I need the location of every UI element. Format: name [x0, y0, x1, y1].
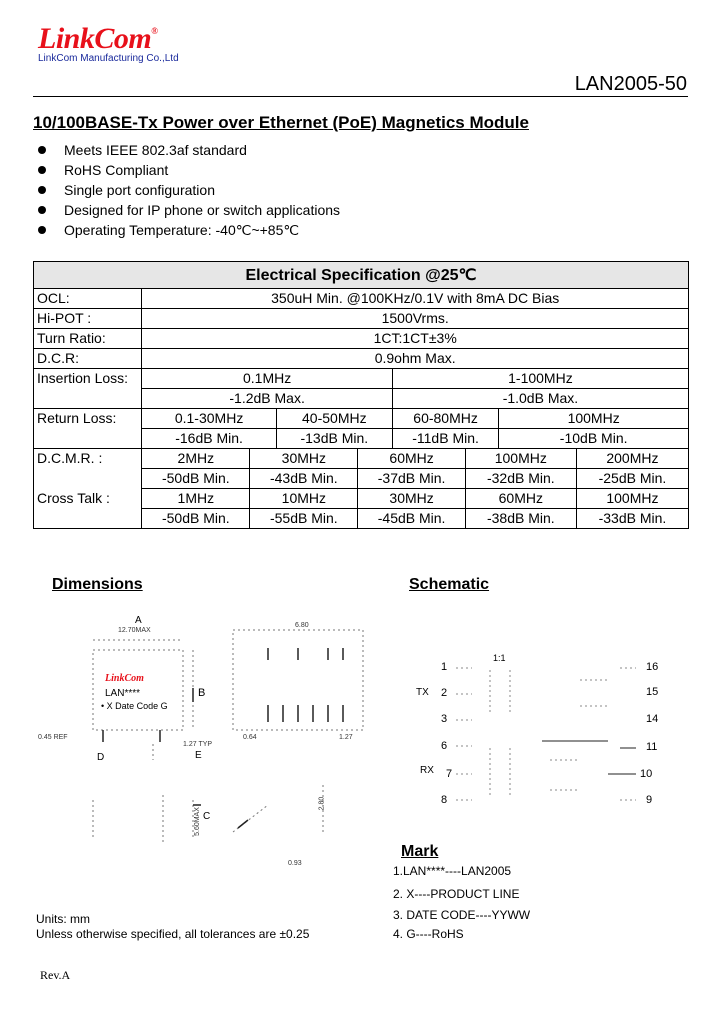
header-divider: [33, 96, 688, 97]
pin-3: 3: [441, 713, 448, 725]
bullet-icon: [38, 186, 46, 194]
pin-11: 11: [646, 741, 658, 753]
dim-ref-value: 0.45 REF: [38, 734, 68, 741]
dim-side-value: 0.93: [288, 860, 302, 867]
dimensions-drawing: [33, 610, 383, 880]
feature-item: [38, 160, 340, 180]
cross-talk-freq: 1MHz: [142, 489, 250, 509]
return-loss-freq: 60-80MHz: [392, 409, 498, 429]
registered-mark: ®: [151, 26, 158, 36]
turns-ratio: 1:1: [493, 653, 506, 663]
cross-talk-freq: 60MHz: [465, 489, 576, 509]
spec-title: Electrical Specification @25℃: [34, 262, 689, 289]
logo-text: LinkCom: [38, 22, 152, 55]
dim-a-value: 12.70MAX: [118, 627, 151, 634]
mark-code: • X Date Code G: [101, 701, 168, 711]
cross-talk-label-spacer: [34, 509, 142, 529]
insertion-loss-value: -1.2dB Max.: [142, 389, 392, 409]
return-loss-value: -10dB Min.: [499, 429, 689, 449]
pin-9: 9: [646, 794, 653, 806]
cross-talk-value: -45dB Min.: [358, 509, 465, 529]
dcmr-value: -43dB Min.: [250, 469, 358, 489]
dcr-label: D.C.R:: [34, 349, 142, 369]
cross-talk-freq: 100MHz: [576, 489, 688, 509]
dcmr-value: -37dB Min.: [358, 469, 465, 489]
hipot-label: Hi-POT :: [34, 309, 142, 329]
feature-text: Single port configuration: [64, 182, 215, 198]
dim-d-label: D: [97, 752, 105, 763]
company-logo: [38, 22, 157, 56]
turn-ratio-label: Turn Ratio:: [34, 329, 142, 349]
mark-part: LAN****: [105, 688, 141, 699]
cross-talk-label: Cross Talk :: [34, 489, 142, 509]
dim-gap-value: 1.27: [339, 734, 353, 741]
insertion-loss-label: Insertion Loss:: [34, 369, 142, 389]
schematic-title: Schematic: [409, 576, 490, 593]
feature-item: [38, 140, 340, 160]
feature-text: Designed for IP phone or switch applications: [64, 202, 341, 218]
feature-list: [38, 140, 340, 240]
feature-item: [38, 200, 340, 220]
dim-c-label: C: [203, 811, 211, 822]
feature-text: RoHS Compliant: [64, 162, 169, 178]
bullet-icon: [38, 226, 46, 234]
feature-text: Operating Temperature: -40℃~+85℃: [64, 222, 300, 238]
dcmr-value: -32dB Min.: [465, 469, 576, 489]
dim-top-value: 6.80: [295, 622, 309, 629]
dcmr-freq: 2MHz: [142, 449, 250, 469]
return-loss-label: Return Loss:: [34, 409, 142, 429]
turn-ratio-value: 1CT:1CT±3%: [142, 329, 689, 349]
pin-6: 6: [441, 740, 448, 752]
dcmr-freq: 100MHz: [465, 449, 576, 469]
rx-label: RX: [420, 765, 434, 776]
pin-10: 10: [640, 768, 653, 780]
mark-line: 3. DATE CODE----YYWW: [393, 908, 531, 922]
pin-15: 15: [646, 686, 659, 698]
mark-line: 4. G----RoHS: [393, 927, 464, 941]
dcmr-label: D.C.M.R. :: [34, 449, 142, 469]
electrical-spec-table: [33, 261, 689, 529]
schematic-drawing: [410, 650, 690, 810]
insertion-loss-value: -1.0dB Max.: [392, 389, 688, 409]
pin-14: 14: [646, 713, 659, 725]
ocl-value: 350uH Min. @100KHz/0.1V with 8mA DC Bias: [142, 289, 689, 309]
revision: Rev.A: [40, 968, 71, 982]
mark-line: 2. X----PRODUCT LINE: [393, 887, 520, 901]
feature-item: [38, 220, 340, 240]
pin-8: 8: [441, 794, 448, 806]
pin-2: 2: [441, 687, 448, 699]
dcmr-value: -25dB Min.: [576, 469, 688, 489]
cross-talk-freq: 30MHz: [358, 489, 465, 509]
cross-talk-freq: 10MHz: [250, 489, 358, 509]
tolerance-note: Unless otherwise specified, all tolerances are ±0.25: [36, 927, 310, 941]
hipot-value: 1500Vrms.: [142, 309, 689, 329]
tx-label: TX: [416, 687, 429, 698]
bullet-icon: [38, 146, 46, 154]
return-loss-value: -11dB Min.: [392, 429, 498, 449]
feature-item: [38, 180, 340, 200]
return-loss-label-spacer: [34, 429, 142, 449]
return-loss-freq: 100MHz: [499, 409, 689, 429]
dim-pitch-value: 1.27 TYP: [183, 741, 213, 748]
dcr-value: 0.9ohm Max.: [142, 349, 689, 369]
dim-e-label: E: [195, 750, 202, 761]
bullet-icon: [38, 206, 46, 214]
dcmr-label-spacer: [34, 469, 142, 489]
ocl-label: OCL:: [34, 289, 142, 309]
insertion-loss-label-spacer: [34, 389, 142, 409]
company-name: LinkCom Manufacturing Co.,Ltd: [38, 53, 179, 64]
cross-talk-value: -50dB Min.: [142, 509, 250, 529]
dcmr-freq: 60MHz: [358, 449, 465, 469]
return-loss-value: -13dB Min.: [276, 429, 392, 449]
dim-height-value: 5.60MAX: [193, 807, 201, 836]
cross-talk-value: -33dB Min.: [576, 509, 688, 529]
part-number: LAN2005-50: [574, 73, 687, 95]
dim-a-label: A: [135, 615, 142, 626]
return-loss-freq: 40-50MHz: [276, 409, 392, 429]
dcmr-value: -50dB Min.: [142, 469, 250, 489]
schematic-lines: [410, 650, 690, 810]
feature-text: Meets IEEE 802.3af standard: [64, 142, 247, 158]
insertion-loss-freq: 0.1MHz: [142, 369, 392, 389]
dim-side-value2: 2.80: [318, 796, 326, 811]
return-loss-freq: 0.1-30MHz: [142, 409, 276, 429]
mark-title: Mark: [401, 843, 439, 860]
pin-16: 16: [646, 661, 659, 673]
pin-1: 1: [441, 661, 448, 673]
mark-line: 1.LAN****----LAN2005: [393, 864, 512, 878]
dim-b-label: B: [198, 687, 206, 699]
units-note: Units: mm: [36, 912, 90, 926]
mark-logo: LinkCom: [105, 673, 144, 684]
product-title: 10/100BASE-Tx Power over Ethernet (PoE) Magnetics Module: [33, 113, 529, 132]
dimensions-title: Dimensions: [52, 576, 143, 593]
dcmr-freq: 200MHz: [576, 449, 688, 469]
pin-7: 7: [446, 768, 453, 780]
dim-width-value: 0.64: [243, 734, 257, 741]
cross-talk-value: -55dB Min.: [250, 509, 358, 529]
return-loss-value: -16dB Min.: [142, 429, 276, 449]
cross-talk-value: -38dB Min.: [465, 509, 576, 529]
insertion-loss-freq: 1-100MHz: [392, 369, 688, 389]
bullet-icon: [38, 166, 46, 174]
dcmr-freq: 30MHz: [250, 449, 358, 469]
